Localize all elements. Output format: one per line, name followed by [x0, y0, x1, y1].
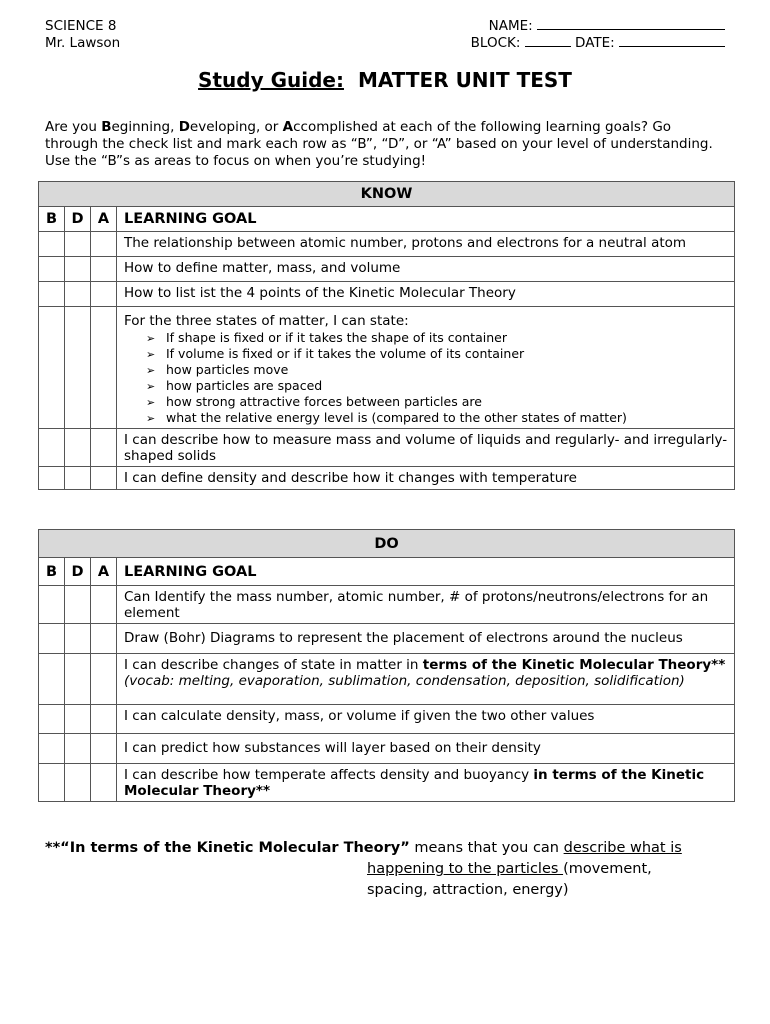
footnote-underlined: happening to the particles — [367, 861, 564, 877]
learning-goal: The relationship between atomic number, protons and electrons for a neutral atom — [117, 232, 735, 257]
check-d[interactable] — [65, 232, 91, 257]
vocab-note: (vocab: melting, evaporation, sublimation, condensation, deposition, solidification) — [124, 673, 685, 689]
table-row — [39, 429, 735, 467]
list-item — [146, 330, 728, 346]
footnote-text: means that you can — [409, 840, 564, 856]
name-field[interactable] — [537, 18, 725, 30]
table-row — [39, 586, 735, 624]
teacher-name: Mr. Lawson — [45, 35, 121, 51]
footnote-underlined: describe what is — [563, 840, 682, 856]
check-a[interactable] — [91, 282, 117, 307]
check-d[interactable] — [65, 307, 91, 429]
check-b[interactable] — [39, 624, 65, 654]
table-row — [39, 282, 735, 307]
arrow-bullet-icon: ➢ — [146, 412, 156, 425]
check-d[interactable] — [65, 764, 91, 802]
intro-b: B — [101, 119, 112, 135]
table-row — [39, 705, 735, 734]
col-b: B — [39, 207, 65, 232]
table-row — [39, 764, 735, 802]
check-a[interactable] — [91, 764, 117, 802]
kmt-footnote — [45, 838, 735, 901]
list-item — [146, 346, 728, 362]
col-a: A — [91, 558, 117, 586]
learning-goal: Draw (Bohr) Diagrams to represent the placement of electrons around the nucleus — [117, 624, 735, 654]
intro-text: eveloping, or — [189, 119, 283, 135]
goal-text: I can describe how temperate affects density and buoyancy — [124, 767, 534, 783]
bullet-text: how particles move — [166, 362, 289, 377]
name-label: NAME: — [488, 18, 533, 34]
bullet-text: what the relative energy level is (compared to the other states of matter) — [166, 410, 627, 425]
know-heading: KNOW — [39, 182, 735, 207]
goal-text-bold: terms of the Kinetic Molecular Theory** — [422, 657, 726, 673]
table-row — [39, 307, 735, 429]
check-b[interactable] — [39, 734, 65, 764]
check-d[interactable] — [65, 282, 91, 307]
goal-text-bold: in terms of the Kinetic Molecular Theory** — [124, 767, 705, 799]
check-b[interactable] — [39, 467, 65, 490]
learning-goal: I can calculate density, mass, or volume if given the two other values — [117, 705, 735, 734]
check-a[interactable] — [91, 624, 117, 654]
check-a[interactable] — [91, 705, 117, 734]
check-b[interactable] — [39, 586, 65, 624]
bullet-text: If volume is fixed or if it takes the volume of its container — [166, 346, 525, 361]
table-row — [39, 654, 735, 705]
intro-d: D — [178, 119, 190, 135]
check-d[interactable] — [65, 624, 91, 654]
learning-goal — [117, 307, 735, 429]
check-d[interactable] — [65, 654, 91, 705]
arrow-bullet-icon: ➢ — [146, 364, 156, 377]
col-learning-goal: LEARNING GOAL — [117, 207, 735, 232]
check-a[interactable] — [91, 307, 117, 429]
goal-text: I can describe changes of state in matter in — [124, 657, 423, 673]
know-table — [38, 181, 735, 490]
intro-text: ccomplished at each of the following learning goals? Go through the check list and mark each row as “B”, “D”, or “A” based on your level of understanding. Use the “B”s as areas to focus on when you’re studying! — [45, 119, 713, 169]
arrow-bullet-icon: ➢ — [146, 396, 156, 409]
bullet-text: If shape is fixed or if it takes the shape of its container — [166, 330, 507, 345]
class-name: SCIENCE 8 — [45, 18, 117, 34]
intro-text: eginning, — [111, 119, 179, 135]
check-a[interactable] — [91, 586, 117, 624]
list-item — [146, 394, 728, 410]
page-title — [0, 68, 770, 92]
footnote-text: (movement, — [563, 861, 652, 877]
arrow-bullet-icon: ➢ — [146, 380, 156, 393]
student-info — [471, 18, 725, 52]
list-item — [146, 362, 728, 378]
col-learning-goal: LEARNING GOAL — [117, 558, 735, 586]
unit-title: MATTER UNIT TEST — [357, 68, 572, 92]
table-row — [39, 467, 735, 490]
check-b[interactable] — [39, 257, 65, 282]
date-field[interactable] — [619, 35, 725, 47]
col-a: A — [91, 207, 117, 232]
arrow-bullet-icon: ➢ — [146, 348, 156, 361]
col-d: D — [65, 207, 91, 232]
learning-goal: I can define density and describe how it changes with temperature — [117, 467, 735, 490]
check-b[interactable] — [39, 654, 65, 705]
intro-text: Are you — [45, 119, 102, 135]
learning-goal: I can describe how to measure mass and volume of liquids and regularly- and irregularly-shaped solids — [117, 429, 735, 467]
table-row — [39, 624, 735, 654]
intro-a: A — [282, 119, 294, 135]
check-d[interactable] — [65, 734, 91, 764]
check-a[interactable] — [91, 654, 117, 705]
check-b[interactable] — [39, 705, 65, 734]
check-d[interactable] — [65, 429, 91, 467]
table-row — [39, 257, 735, 282]
check-a[interactable] — [91, 429, 117, 467]
list-item — [146, 378, 728, 394]
check-a[interactable] — [91, 467, 117, 490]
block-field[interactable] — [525, 35, 571, 47]
check-a[interactable] — [91, 232, 117, 257]
arrow-bullet-icon: ➢ — [146, 332, 156, 345]
footnote-text: spacing, attraction, energy) — [367, 882, 569, 898]
table-row — [39, 232, 735, 257]
do-heading: DO — [39, 530, 735, 558]
check-b[interactable] — [39, 282, 65, 307]
check-a[interactable] — [91, 257, 117, 282]
table-row — [39, 734, 735, 764]
learning-goal: How to define matter, mass, and volume — [117, 257, 735, 282]
check-d[interactable] — [65, 467, 91, 490]
check-b[interactable] — [39, 764, 65, 802]
check-d[interactable] — [65, 705, 91, 734]
page-header — [45, 18, 725, 52]
learning-goal — [117, 764, 735, 802]
check-a[interactable] — [91, 734, 117, 764]
bullet-text: how particles are spaced — [166, 378, 323, 393]
learning-goal — [117, 654, 735, 705]
list-item — [146, 410, 728, 426]
learning-goal: I can predict how substances will layer based on their density — [117, 734, 735, 764]
study-guide-label: Study Guide: — [198, 68, 344, 92]
learning-goal: How to list ist the 4 points of the Kinetic Molecular Theory — [117, 282, 735, 307]
states-intro: For the three states of matter, I can state: — [124, 313, 409, 329]
check-b[interactable] — [39, 307, 65, 429]
learning-goal: Can Identify the mass number, atomic number, # of protons/neutrons/electrons for an element — [117, 586, 735, 624]
bullet-text: how strong attractive forces between particles are — [166, 394, 482, 409]
check-b[interactable] — [39, 429, 65, 467]
block-label: BLOCK: — [470, 35, 521, 51]
footnote-term: **“In terms of the Kinetic Molecular Theory” — [45, 840, 410, 856]
check-d[interactable] — [65, 257, 91, 282]
date-label: DATE: — [575, 35, 615, 51]
col-d: D — [65, 558, 91, 586]
states-list — [146, 330, 728, 426]
check-b[interactable] — [39, 232, 65, 257]
check-d[interactable] — [65, 586, 91, 624]
do-table — [38, 529, 735, 802]
instructions — [45, 119, 715, 170]
col-b: B — [39, 558, 65, 586]
